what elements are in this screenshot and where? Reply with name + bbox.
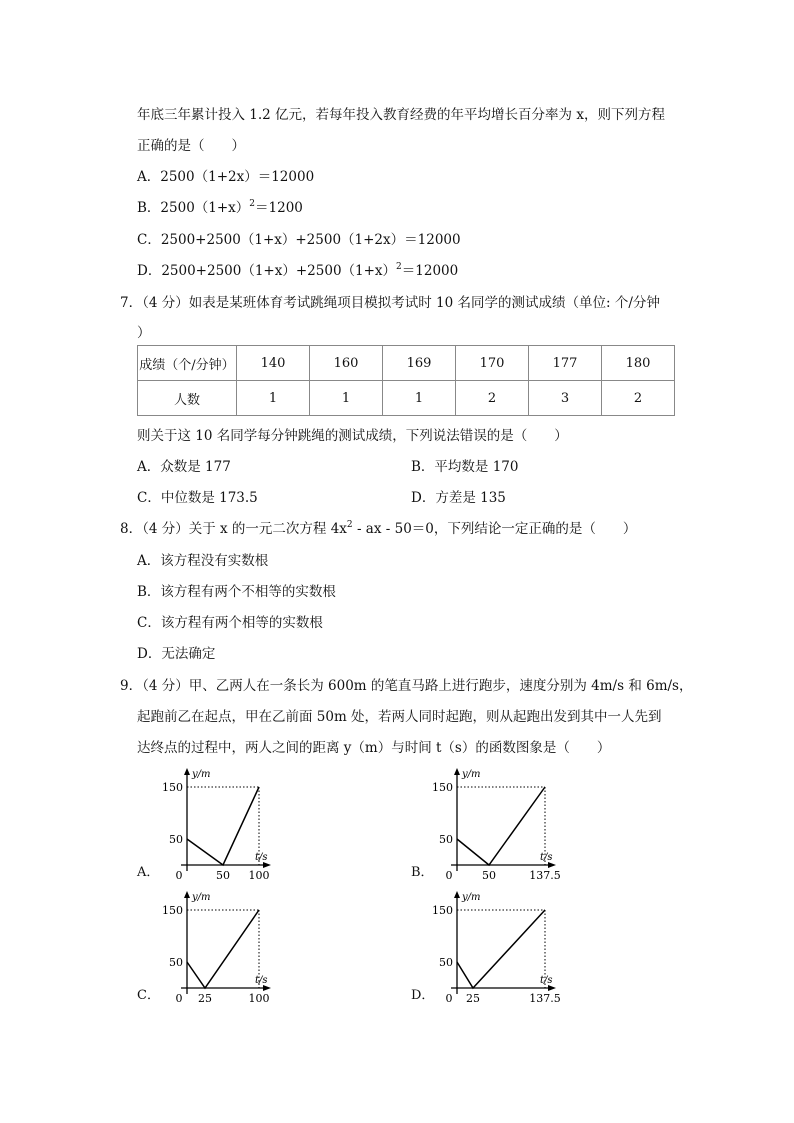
table-cell: 140 — [237, 346, 310, 381]
y-tick-label: 50 — [439, 956, 453, 969]
table-header-cell: 成绩（个/分钟） — [138, 346, 237, 381]
function-line — [457, 787, 545, 865]
superscript: 2 — [346, 520, 353, 530]
q6-stem-line2: 正确的是（ ） — [137, 138, 245, 154]
q7-option-c: C．中位数是 173.5 — [137, 490, 258, 506]
q9-stem-line3: 达终点的过程中，两人之间的距离 y（m）与时间 t（s）的函数图象是（ ） — [137, 740, 611, 756]
y-axis-label: y/m — [192, 769, 211, 780]
table-cell: 1 — [383, 381, 456, 416]
y-axis-arrow — [454, 891, 460, 898]
table-cell: 2 — [456, 381, 529, 416]
q8-stem — [120, 517, 636, 537]
table-cell: 2 — [602, 381, 675, 416]
y-tick-label: 50 — [169, 956, 183, 969]
y-axis-arrow — [184, 768, 190, 775]
graph-c[interactable] — [162, 888, 275, 1006]
q7-stem-line2: ） — [137, 325, 151, 341]
q8-stem-text: 8．（4 分）关于 x 的一元二次方程 4x — [120, 521, 347, 537]
y-tick-label: 50 — [169, 833, 183, 846]
graph-d[interactable] — [432, 888, 561, 1006]
x-tick-label: 50 — [482, 869, 496, 882]
x-tick-label: 50 — [216, 869, 230, 882]
x-axis-label: t/s — [255, 975, 268, 986]
score-table — [137, 345, 675, 416]
x-tick-label: 25 — [466, 992, 480, 1005]
table-header-cell: 人数 — [138, 381, 237, 416]
x-axis-label: t/s — [255, 852, 268, 863]
graph-a[interactable] — [162, 765, 275, 883]
y-tick-label: 150 — [432, 904, 453, 917]
q6-option-d-text: D．2500+2500（1+x）+2500（1+x） — [137, 263, 397, 279]
function-line — [187, 910, 259, 988]
x-tick-label: 100 — [248, 992, 270, 1005]
y-axis-label: y/m — [462, 769, 481, 780]
x-axis-label: t/s — [540, 852, 553, 863]
q7-option-b: B．平均数是 170 — [411, 459, 519, 475]
q8-option-c: C．该方程有两个相等的实数根 — [137, 615, 323, 631]
q8-option-a: A．该方程没有实数根 — [137, 553, 269, 569]
graph-b[interactable] — [432, 765, 561, 883]
table-cell: 169 — [383, 346, 456, 381]
table-row — [138, 381, 675, 416]
x-axis-label: t/s — [540, 975, 553, 986]
q6-option-b-rest: ＝1200 — [255, 200, 303, 216]
q8-stem-rest: - ax - 50＝0，下列结论一定正确的是（ ） — [352, 521, 637, 537]
q6-option-b-text: B．2500（1+x） — [137, 200, 250, 216]
graph-a-label: A． — [137, 865, 160, 880]
table-cell: 1 — [310, 381, 383, 416]
x-tick-label: 25 — [198, 992, 212, 1005]
origin-label: 0 — [445, 869, 453, 882]
graph-d-label: D． — [411, 988, 435, 1003]
table-row — [138, 346, 675, 381]
function-line — [457, 910, 545, 988]
q6-option-b — [137, 196, 303, 216]
q7-stem-line1: 7．（4 分）如表是某班体育考试跳绳项目模拟考试时 10 名同学的测试成绩（单位: 个/分钟 — [120, 295, 660, 311]
table-cell: 180 — [602, 346, 675, 381]
graph-c-label: C． — [137, 988, 160, 1003]
origin-label: 0 — [445, 992, 453, 1005]
y-tick-label: 150 — [432, 781, 453, 794]
origin-label: 0 — [175, 992, 183, 1005]
q6-option-c: C．2500+2500（1+x）+2500（1+2x）＝12000 — [137, 232, 461, 248]
y-axis-label: y/m — [462, 892, 481, 903]
y-axis-arrow — [454, 768, 460, 775]
y-axis-label: y/m — [192, 892, 211, 903]
origin-label: 0 — [175, 869, 183, 882]
y-axis-arrow — [184, 891, 190, 898]
superscript: 2 — [249, 199, 256, 209]
q7-option-d: D．方差是 135 — [411, 490, 506, 506]
q7-option-a: A．众数是 177 — [137, 459, 231, 475]
q6-option-d-rest: ＝12000 — [401, 263, 459, 279]
q8-option-b: B．该方程有两个不相等的实数根 — [137, 584, 336, 600]
x-tick-label: 137.5 — [529, 992, 561, 1005]
function-line — [187, 787, 259, 865]
y-tick-label: 150 — [162, 781, 183, 794]
q6-option-a: A．2500（1+2x）＝12000 — [137, 169, 315, 185]
q9-stem-line2: 起跑前乙在起点，甲在乙前面 50m 处，若两人同时起跑，则从起跑出发到其中一人先到 — [137, 709, 662, 725]
q6-option-d — [137, 259, 458, 279]
q6-stem-line1: 年底三年累计投入 1.2 亿元，若每年投入教育经费的年平均增长百分率为 x，则下列方程 — [137, 107, 665, 123]
q9-stem-line1: 9．（4 分）甲、乙两人在一条长为 600m 的笔直马路上进行跑步，速度分别为 4m/s 和 6m/s， — [120, 678, 693, 694]
table-cell: 1 — [237, 381, 310, 416]
superscript: 2 — [396, 262, 402, 272]
x-tick-label: 100 — [248, 869, 270, 882]
table-cell: 160 — [310, 346, 383, 381]
table-cell: 170 — [456, 346, 529, 381]
table-cell: 177 — [529, 346, 602, 381]
graph-b-label: B． — [411, 865, 434, 880]
y-tick-label: 150 — [162, 904, 183, 917]
x-tick-label: 137.5 — [529, 869, 561, 882]
q7-question: 则关于这 10 名同学每分钟跳绳的测试成绩，下列说法错误的是（ ） — [137, 428, 568, 444]
table-cell: 3 — [529, 381, 602, 416]
y-tick-label: 50 — [439, 833, 453, 846]
q8-option-d: D．无法确定 — [137, 646, 216, 662]
